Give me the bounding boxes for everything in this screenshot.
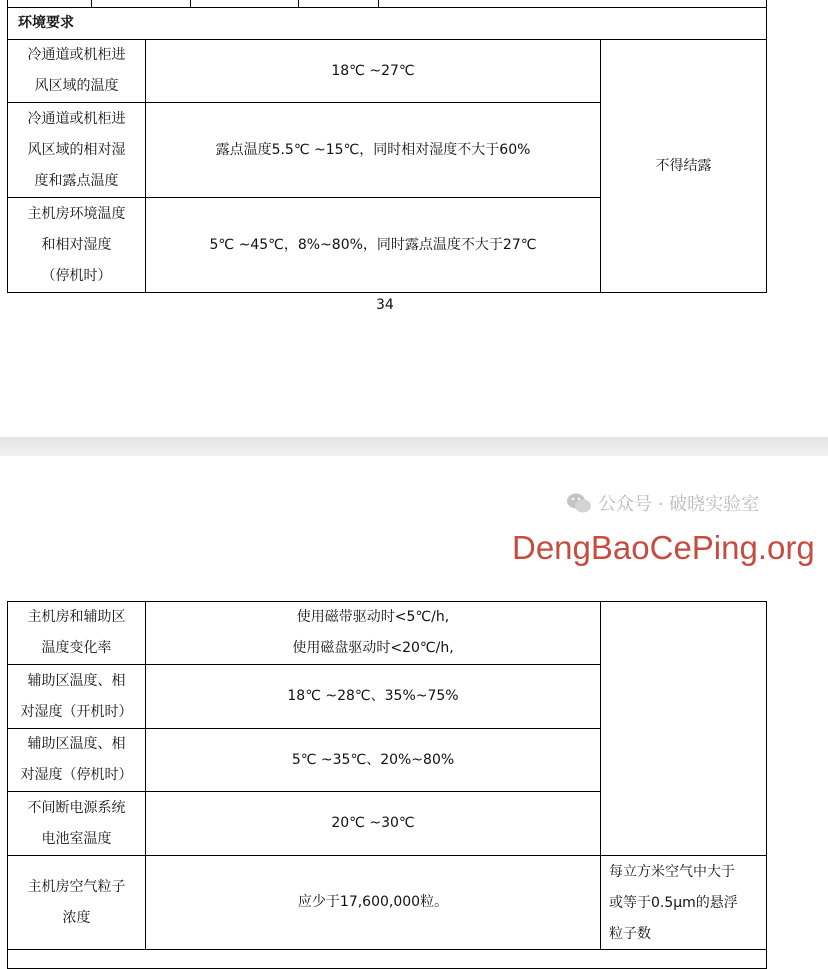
row-value: 18℃ ~27℃: [145, 39, 601, 103]
label-line: 风区域的相对湿: [27, 141, 126, 158]
row-label: [7, 855, 146, 950]
label-line: 电池室温度: [41, 830, 112, 847]
row-label: [7, 601, 146, 665]
remark-cell: [600, 855, 767, 950]
row-value: 5℃ ~35℃、20%~80%: [145, 728, 601, 792]
row-value: 5℃ ~45℃，8%~80%，同时露点温度不大于27℃: [145, 197, 601, 293]
watermark-account: [566, 490, 759, 516]
label-line: 对湿度（停机时）: [20, 767, 133, 783]
section-header: 环境要求: [7, 7, 767, 40]
value-line: 使用磁带驱动时<5℃/h,: [296, 609, 450, 625]
remark-cell: [600, 601, 767, 856]
label-line: 辅助区温度、相: [27, 672, 126, 689]
label-line: 对湿度（开机时）: [20, 703, 133, 720]
table-row: [7, 949, 767, 969]
wechat-icon: [566, 492, 592, 514]
watermark-text: 公众号 · 破晓实验室: [598, 494, 760, 515]
row-label: [7, 728, 146, 792]
label-line: 风区域的温度: [34, 78, 119, 94]
page-number: 34: [376, 297, 394, 313]
row-label: [7, 197, 146, 293]
label-line: 主机房空气粒子: [27, 878, 126, 895]
label-line: 冷通道或机柜进: [27, 47, 126, 63]
row-value: [145, 601, 601, 665]
remark-line: 每立方米空气中大于: [609, 864, 735, 880]
remark-line: 粒子数: [609, 926, 651, 942]
row-value: 18℃ ~28℃、35%~75%: [145, 664, 601, 729]
label-line: 温度变化率: [41, 640, 112, 656]
remark-cell: 不得结露: [600, 39, 767, 293]
label-line: 和相对湿度: [41, 236, 112, 253]
remark-line: 或等于0.5μm的悬浮: [609, 895, 738, 911]
row-value: 应少于17,600,000粒。: [145, 855, 601, 950]
row-value: 露点温度5.5℃ ~15℃，同时相对湿度不大于60%: [145, 102, 601, 198]
row-label: [7, 39, 146, 103]
value-line: 使用磁盘驱动时<20℃/h,: [292, 640, 454, 656]
row-label: [7, 664, 146, 729]
row-label: [7, 791, 146, 856]
label-line: 主机房和辅助区: [27, 609, 126, 625]
label-line: 浓度: [62, 909, 91, 926]
label-line: 冷通道或机柜进: [27, 110, 126, 127]
row-value: 20℃ ~30℃: [145, 791, 601, 856]
label-line: 辅助区温度、相: [27, 736, 126, 752]
label-line: 度和露点温度: [34, 172, 119, 189]
label-line: （停机时）: [41, 267, 112, 284]
watermark-site: DengBaoCePing.org: [512, 529, 815, 566]
row-label: [7, 102, 146, 198]
label-line: 主机房环境温度: [27, 205, 126, 222]
page-separator: [0, 437, 828, 456]
label-line: 不间断电源系统: [27, 799, 126, 816]
